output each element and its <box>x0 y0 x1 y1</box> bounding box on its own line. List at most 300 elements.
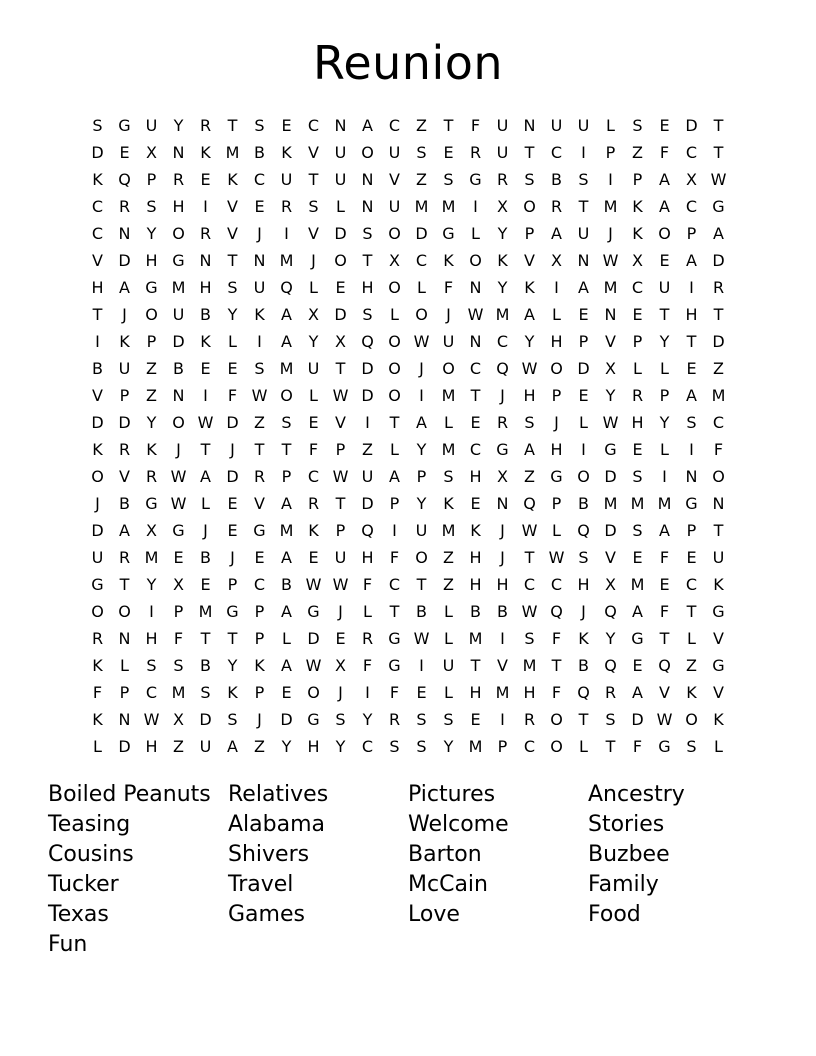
grid-letter[interactable]: K <box>713 575 724 594</box>
grid-letter[interactable]: O <box>442 359 455 378</box>
grid-letter[interactable]: V <box>227 197 238 216</box>
grid-letter[interactable]: I <box>392 521 397 540</box>
grid-letter[interactable]: T <box>713 143 724 162</box>
grid-letter[interactable]: V <box>389 170 400 189</box>
grid-letter[interactable]: U <box>442 656 455 675</box>
grid-letter[interactable]: D <box>415 224 428 243</box>
grid-letter[interactable]: O <box>658 224 671 243</box>
grid-letter[interactable]: P <box>335 521 346 540</box>
grid-letter[interactable]: W <box>548 548 565 567</box>
grid-letter[interactable]: G <box>307 710 320 729</box>
grid-letter[interactable]: Z <box>362 440 373 459</box>
grid-letter[interactable]: I <box>257 332 262 351</box>
grid-letter[interactable]: W <box>710 170 727 189</box>
grid-letter[interactable]: S <box>443 710 454 729</box>
grid-letter[interactable]: U <box>550 116 563 135</box>
grid-letter[interactable]: R <box>199 116 212 135</box>
grid-letter[interactable]: A <box>659 197 670 216</box>
grid-letter[interactable]: E <box>200 575 211 594</box>
grid-letter[interactable]: C <box>415 251 428 270</box>
grid-letter[interactable]: J <box>419 359 424 378</box>
grid-letter[interactable]: I <box>419 386 424 405</box>
grid-letter[interactable]: Z <box>254 413 265 432</box>
grid-letter[interactable]: F <box>389 548 400 567</box>
grid-letter[interactable]: N <box>334 116 347 135</box>
grid-letter[interactable]: U <box>172 305 185 324</box>
grid-letter[interactable]: Y <box>659 332 670 351</box>
grid-letter[interactable]: U <box>334 548 347 567</box>
grid-letter[interactable]: A <box>551 224 562 243</box>
grid-letter[interactable]: U <box>577 224 590 243</box>
grid-letter[interactable]: R <box>199 224 212 243</box>
grid-letter[interactable]: Q <box>658 656 671 675</box>
grid-letter[interactable]: G <box>712 602 725 621</box>
grid-letter[interactable]: G <box>550 467 563 486</box>
grid-letter[interactable]: V <box>713 629 724 648</box>
grid-letter[interactable]: U <box>496 143 509 162</box>
grid-letter[interactable]: R <box>280 197 293 216</box>
grid-letter[interactable]: Q <box>361 332 374 351</box>
grid-letter[interactable]: T <box>443 116 454 135</box>
grid-letter[interactable]: U <box>415 521 428 540</box>
grid-letter[interactable]: I <box>284 224 289 243</box>
grid-letter[interactable]: D <box>199 710 212 729</box>
grid-letter[interactable]: W <box>332 386 349 405</box>
grid-letter[interactable]: S <box>524 413 535 432</box>
grid-letter[interactable]: X <box>308 305 319 324</box>
grid-letter[interactable]: E <box>470 413 481 432</box>
grid-letter[interactable]: O <box>145 305 158 324</box>
grid-letter[interactable]: R <box>118 197 131 216</box>
grid-letter[interactable]: I <box>689 440 694 459</box>
grid-letter[interactable]: E <box>686 548 697 567</box>
grid-letter[interactable]: A <box>632 683 643 702</box>
grid-letter[interactable]: Q <box>577 683 590 702</box>
grid-letter[interactable]: Y <box>335 737 346 756</box>
grid-letter[interactable]: S <box>443 170 454 189</box>
grid-letter[interactable]: P <box>173 602 184 621</box>
grid-letter[interactable]: M <box>495 683 510 702</box>
grid-letter[interactable]: G <box>172 521 185 540</box>
grid-letter[interactable]: R <box>604 683 617 702</box>
grid-letter[interactable]: L <box>444 629 453 648</box>
grid-letter[interactable]: S <box>605 710 616 729</box>
grid-letter[interactable]: I <box>554 278 559 297</box>
grid-letter[interactable]: R <box>469 143 482 162</box>
grid-letter[interactable]: L <box>579 413 588 432</box>
grid-letter[interactable]: E <box>119 143 130 162</box>
grid-letter[interactable]: E <box>470 494 481 513</box>
grid-letter[interactable]: U <box>118 359 131 378</box>
grid-letter[interactable]: O <box>361 143 374 162</box>
grid-letter[interactable]: A <box>659 521 670 540</box>
grid-letter[interactable]: L <box>471 224 480 243</box>
grid-letter[interactable]: O <box>307 683 320 702</box>
grid-letter[interactable]: P <box>632 170 643 189</box>
grid-letter[interactable]: C <box>361 737 374 756</box>
grid-letter[interactable]: S <box>524 170 535 189</box>
grid-letter[interactable]: V <box>713 683 724 702</box>
grid-letter[interactable]: B <box>551 170 562 189</box>
grid-letter[interactable]: D <box>118 251 131 270</box>
grid-letter[interactable]: K <box>200 332 211 351</box>
grid-letter[interactable]: D <box>361 494 374 513</box>
grid-letter[interactable]: D <box>118 413 131 432</box>
grid-letter[interactable]: Y <box>227 656 238 675</box>
grid-letter[interactable]: E <box>578 386 589 405</box>
grid-letter[interactable]: L <box>390 305 399 324</box>
grid-letter[interactable]: U <box>307 359 320 378</box>
grid-letter[interactable]: L <box>93 737 102 756</box>
grid-letter[interactable]: D <box>604 521 617 540</box>
grid-letter[interactable]: W <box>305 656 322 675</box>
grid-letter[interactable]: C <box>91 197 104 216</box>
grid-letter[interactable]: M <box>468 737 483 756</box>
grid-letter[interactable]: K <box>254 656 265 675</box>
grid-letter[interactable]: F <box>227 386 238 405</box>
grid-letter[interactable]: J <box>608 224 613 243</box>
grid-letter[interactable]: I <box>365 683 370 702</box>
grid-letter[interactable]: R <box>496 413 509 432</box>
grid-letter[interactable]: F <box>470 116 481 135</box>
grid-letter[interactable]: Y <box>173 116 184 135</box>
grid-letter[interactable]: G <box>172 251 185 270</box>
grid-letter[interactable]: T <box>713 116 724 135</box>
grid-letter[interactable]: A <box>362 116 373 135</box>
grid-letter[interactable]: Y <box>605 386 616 405</box>
grid-letter[interactable]: W <box>197 413 214 432</box>
grid-letter[interactable]: S <box>686 737 697 756</box>
grid-letter[interactable]: Q <box>577 521 590 540</box>
grid-letter[interactable]: O <box>577 467 590 486</box>
grid-letter[interactable]: P <box>389 494 400 513</box>
grid-letter[interactable]: S <box>686 413 697 432</box>
grid-letter[interactable]: T <box>470 656 481 675</box>
grid-letter[interactable]: J <box>203 521 208 540</box>
grid-letter[interactable]: C <box>145 683 158 702</box>
grid-letter[interactable]: T <box>686 332 697 351</box>
grid-letter[interactable]: L <box>687 629 696 648</box>
grid-letter[interactable]: A <box>524 305 535 324</box>
grid-letter[interactable]: Y <box>146 224 157 243</box>
grid-letter[interactable]: Z <box>146 359 157 378</box>
grid-letter[interactable]: A <box>686 251 697 270</box>
grid-letter[interactable]: C <box>91 224 104 243</box>
grid-letter[interactable]: L <box>660 359 669 378</box>
grid-letter[interactable]: K <box>92 710 103 729</box>
grid-letter[interactable]: S <box>578 170 589 189</box>
grid-letter[interactable]: T <box>659 305 670 324</box>
grid-letter[interactable]: U <box>388 143 401 162</box>
grid-letter[interactable]: M <box>441 521 456 540</box>
grid-letter[interactable]: W <box>170 467 187 486</box>
grid-letter[interactable]: L <box>390 440 399 459</box>
grid-letter[interactable]: C <box>307 116 320 135</box>
grid-letter[interactable]: P <box>254 602 265 621</box>
grid-letter[interactable]: Y <box>524 332 535 351</box>
grid-letter[interactable]: M <box>657 494 672 513</box>
grid-letter[interactable]: J <box>500 548 505 567</box>
grid-letter[interactable]: O <box>118 602 131 621</box>
grid-letter[interactable]: T <box>713 521 724 540</box>
grid-letter[interactable]: J <box>230 440 235 459</box>
grid-letter[interactable]: O <box>388 386 401 405</box>
grid-letter[interactable]: B <box>200 548 211 567</box>
grid-letter[interactable]: X <box>497 467 508 486</box>
grid-letter[interactable]: S <box>146 656 157 675</box>
grid-letter[interactable]: R <box>145 467 158 486</box>
grid-letter[interactable]: M <box>198 602 213 621</box>
grid-letter[interactable]: R <box>550 197 563 216</box>
grid-letter[interactable]: G <box>712 197 725 216</box>
grid-letter[interactable]: L <box>309 278 318 297</box>
grid-letter[interactable]: X <box>686 170 697 189</box>
grid-letter[interactable]: H <box>523 386 536 405</box>
grid-letter[interactable]: N <box>253 251 266 270</box>
grid-letter[interactable]: W <box>143 710 160 729</box>
grid-letter[interactable]: A <box>659 170 670 189</box>
grid-letter[interactable]: W <box>521 602 538 621</box>
grid-letter[interactable]: X <box>173 575 184 594</box>
grid-letter[interactable]: G <box>118 116 131 135</box>
grid-letter[interactable]: C <box>388 575 401 594</box>
grid-letter[interactable]: I <box>203 386 208 405</box>
grid-letter[interactable]: E <box>632 548 643 567</box>
grid-letter[interactable]: P <box>686 224 697 243</box>
grid-letter[interactable]: P <box>524 224 535 243</box>
grid-letter[interactable]: G <box>442 224 455 243</box>
grid-letter[interactable]: A <box>524 440 535 459</box>
grid-letter[interactable]: N <box>577 251 590 270</box>
grid-letter[interactable]: H <box>145 629 158 648</box>
grid-letter[interactable]: S <box>335 710 346 729</box>
grid-letter[interactable]: I <box>662 467 667 486</box>
grid-letter[interactable]: S <box>254 359 265 378</box>
grid-letter[interactable]: J <box>311 251 316 270</box>
grid-letter[interactable]: L <box>606 116 615 135</box>
grid-letter[interactable]: R <box>496 170 509 189</box>
grid-letter[interactable]: L <box>579 737 588 756</box>
grid-letter[interactable]: E <box>335 278 346 297</box>
grid-letter[interactable]: C <box>307 467 320 486</box>
grid-letter[interactable]: E <box>443 143 454 162</box>
grid-letter[interactable]: N <box>118 629 131 648</box>
grid-letter[interactable]: M <box>441 197 456 216</box>
grid-letter[interactable]: H <box>361 278 374 297</box>
grid-letter[interactable]: S <box>308 197 319 216</box>
grid-letter[interactable]: O <box>91 467 104 486</box>
grid-letter[interactable]: E <box>686 359 697 378</box>
grid-letter[interactable]: U <box>334 143 347 162</box>
grid-letter[interactable]: Q <box>604 656 617 675</box>
grid-letter[interactable]: R <box>361 629 374 648</box>
grid-letter[interactable]: M <box>630 575 645 594</box>
grid-letter[interactable]: M <box>630 494 645 513</box>
grid-letter[interactable]: N <box>712 494 725 513</box>
grid-letter[interactable]: F <box>173 629 184 648</box>
grid-letter[interactable]: U <box>658 278 671 297</box>
grid-letter[interactable]: D <box>226 467 239 486</box>
grid-letter[interactable]: C <box>712 413 725 432</box>
grid-letter[interactable]: P <box>281 467 292 486</box>
grid-letter[interactable]: F <box>362 656 373 675</box>
grid-letter[interactable]: G <box>469 170 482 189</box>
grid-letter[interactable]: D <box>577 359 590 378</box>
grid-letter[interactable]: T <box>281 440 292 459</box>
grid-letter[interactable]: S <box>362 224 373 243</box>
grid-letter[interactable]: Z <box>254 737 265 756</box>
grid-letter[interactable]: A <box>119 278 130 297</box>
grid-letter[interactable]: S <box>227 278 238 297</box>
grid-letter[interactable]: O <box>388 359 401 378</box>
grid-letter[interactable]: D <box>631 710 644 729</box>
grid-letter[interactable]: Q <box>496 359 509 378</box>
grid-letter[interactable]: E <box>254 197 265 216</box>
grid-letter[interactable]: W <box>521 359 538 378</box>
grid-letter[interactable]: I <box>500 629 505 648</box>
grid-letter[interactable]: D <box>361 359 374 378</box>
grid-letter[interactable]: L <box>228 332 237 351</box>
grid-letter[interactable]: X <box>632 251 643 270</box>
grid-letter[interactable]: P <box>686 521 697 540</box>
grid-letter[interactable]: W <box>170 494 187 513</box>
grid-letter[interactable]: M <box>171 683 186 702</box>
grid-letter[interactable]: E <box>632 656 643 675</box>
grid-letter[interactable]: S <box>416 710 427 729</box>
grid-letter[interactable]: Y <box>497 224 508 243</box>
grid-letter[interactable]: A <box>281 656 292 675</box>
grid-letter[interactable]: H <box>550 440 563 459</box>
grid-letter[interactable]: F <box>92 683 103 702</box>
grid-letter[interactable]: E <box>659 251 670 270</box>
grid-letter[interactable]: S <box>254 116 265 135</box>
grid-letter[interactable]: Q <box>361 521 374 540</box>
grid-letter[interactable]: O <box>550 737 563 756</box>
grid-letter[interactable]: A <box>281 494 292 513</box>
grid-letter[interactable]: G <box>388 656 401 675</box>
grid-letter[interactable]: M <box>414 197 429 216</box>
grid-letter[interactable]: Z <box>146 386 157 405</box>
grid-letter[interactable]: L <box>633 359 642 378</box>
grid-letter[interactable]: F <box>713 440 724 459</box>
grid-letter[interactable]: V <box>92 251 103 270</box>
grid-letter[interactable]: H <box>307 737 320 756</box>
grid-letter[interactable]: M <box>468 629 483 648</box>
grid-letter[interactable]: S <box>362 305 373 324</box>
grid-letter[interactable]: G <box>658 737 671 756</box>
grid-letter[interactable]: R <box>712 278 725 297</box>
grid-letter[interactable]: A <box>281 305 292 324</box>
grid-letter[interactable]: Y <box>416 440 427 459</box>
grid-letter[interactable]: K <box>632 197 643 216</box>
grid-letter[interactable]: T <box>524 143 535 162</box>
grid-letter[interactable]: V <box>524 251 535 270</box>
grid-letter[interactable]: C <box>685 575 698 594</box>
grid-letter[interactable]: K <box>470 521 481 540</box>
grid-letter[interactable]: Q <box>550 602 563 621</box>
grid-letter[interactable]: I <box>581 440 586 459</box>
grid-letter[interactable]: I <box>365 413 370 432</box>
grid-letter[interactable]: P <box>551 386 562 405</box>
grid-letter[interactable]: K <box>92 170 103 189</box>
grid-letter[interactable]: B <box>119 494 130 513</box>
grid-letter[interactable]: C <box>631 278 644 297</box>
grid-letter[interactable]: H <box>91 278 104 297</box>
grid-letter[interactable]: H <box>523 683 536 702</box>
grid-letter[interactable]: B <box>497 602 508 621</box>
grid-letter[interactable]: L <box>309 386 318 405</box>
grid-letter[interactable]: I <box>581 143 586 162</box>
grid-letter[interactable]: D <box>172 332 185 351</box>
grid-letter[interactable]: E <box>659 116 670 135</box>
grid-letter[interactable]: N <box>118 224 131 243</box>
grid-letter[interactable]: Z <box>524 467 535 486</box>
grid-letter[interactable]: Q <box>280 278 293 297</box>
grid-letter[interactable]: K <box>281 143 292 162</box>
grid-letter[interactable]: Q <box>118 170 131 189</box>
grid-letter[interactable]: R <box>307 494 320 513</box>
grid-letter[interactable]: K <box>227 170 238 189</box>
grid-letter[interactable]: X <box>173 710 184 729</box>
grid-letter[interactable]: K <box>200 143 211 162</box>
grid-letter[interactable]: A <box>200 467 211 486</box>
grid-letter[interactable]: T <box>659 629 670 648</box>
grid-letter[interactable]: G <box>631 629 644 648</box>
grid-letter[interactable]: C <box>523 575 536 594</box>
grid-letter[interactable]: M <box>441 440 456 459</box>
grid-letter[interactable]: N <box>604 305 617 324</box>
grid-letter[interactable]: H <box>361 548 374 567</box>
grid-letter[interactable]: E <box>254 548 265 567</box>
grid-letter[interactable]: N <box>172 143 185 162</box>
grid-letter[interactable]: L <box>282 629 291 648</box>
grid-letter[interactable]: D <box>118 737 131 756</box>
grid-letter[interactable]: C <box>253 170 266 189</box>
grid-letter[interactable]: X <box>146 143 157 162</box>
grid-letter[interactable]: F <box>659 143 670 162</box>
grid-letter[interactable]: G <box>307 602 320 621</box>
grid-letter[interactable]: U <box>253 278 266 297</box>
grid-letter[interactable]: U <box>496 116 509 135</box>
grid-letter[interactable]: S <box>632 116 643 135</box>
grid-letter[interactable]: N <box>172 386 185 405</box>
grid-letter[interactable]: T <box>578 197 589 216</box>
grid-letter[interactable]: G <box>253 521 266 540</box>
grid-letter[interactable]: Y <box>362 710 373 729</box>
grid-letter[interactable]: X <box>335 656 346 675</box>
grid-letter[interactable]: P <box>659 386 670 405</box>
grid-letter[interactable]: L <box>444 683 453 702</box>
grid-letter[interactable]: E <box>659 575 670 594</box>
grid-letter[interactable]: D <box>712 251 725 270</box>
grid-letter[interactable]: G <box>604 440 617 459</box>
grid-letter[interactable]: K <box>632 224 643 243</box>
grid-letter[interactable]: H <box>172 197 185 216</box>
grid-letter[interactable]: U <box>712 548 725 567</box>
grid-letter[interactable]: G <box>712 656 725 675</box>
grid-letter[interactable]: L <box>336 197 345 216</box>
grid-letter[interactable]: V <box>92 386 103 405</box>
grid-letter[interactable]: E <box>281 116 292 135</box>
grid-letter[interactable]: K <box>92 440 103 459</box>
grid-letter[interactable]: V <box>227 224 238 243</box>
grid-letter[interactable]: J <box>122 305 127 324</box>
grid-letter[interactable]: M <box>144 548 159 567</box>
grid-letter[interactable]: R <box>631 386 644 405</box>
grid-letter[interactable]: E <box>308 548 319 567</box>
grid-letter[interactable]: U <box>334 170 347 189</box>
grid-letter[interactable]: O <box>469 251 482 270</box>
